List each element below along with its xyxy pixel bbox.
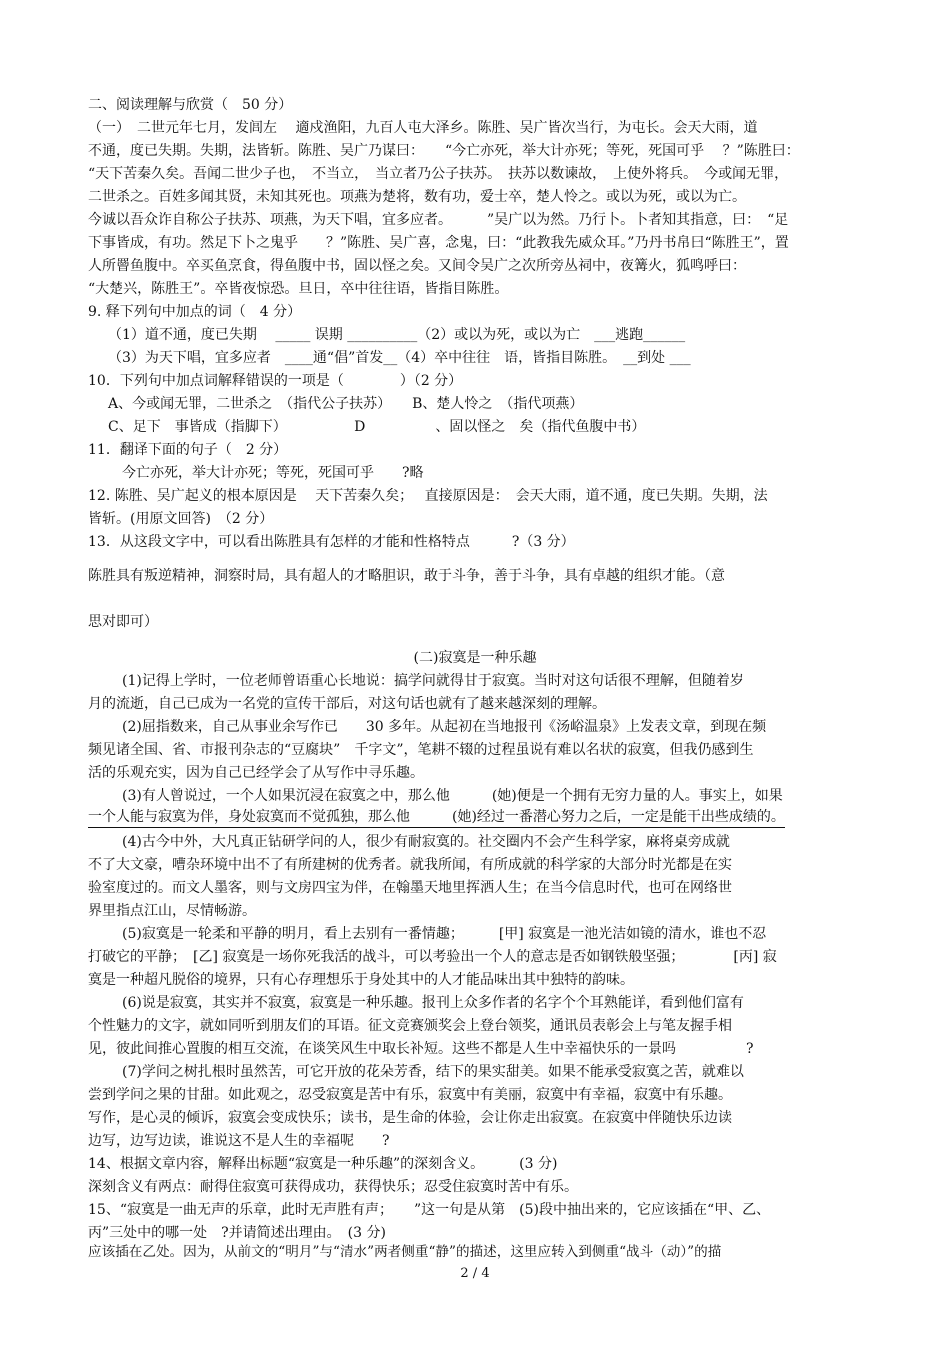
passage-line: 下事皆成，有功。然足下卜之鬼乎 ？”陈胜、吴广喜，念鬼，曰：“此教我先威众耳。”乃丹书帛曰“陈胜王”，置 <box>88 235 789 251</box>
passage-line: “大楚兴，陈胜王”。卒皆夜惊恐。旦日，卒中往往语，皆指目陈胜。 <box>88 281 509 297</box>
question-10: 10．下列句中加点词解释错误的一项是（ ）（2 分） <box>88 373 463 389</box>
option-line: C、足下 事皆成（指脚下） D 、固以怪之 矣（指代鱼腹中书） <box>108 419 646 435</box>
paragraph-line: (4)古今中外，大凡真正钻研学问的人，很少有耐寂寞的。社交圈内不会产生科学家，麻将桌旁成就 <box>122 834 730 850</box>
paragraph-line: 个性魅力的文字，就如同听到朋友们的耳语。征文竞赛颁奖会上登台领奖，通讯员表彰会上与笔友握手相 <box>88 1018 732 1034</box>
paragraph-line: 打破它的平静； [乙] 寂寞是一场你死我活的战斗，可以考验出一个人的意志是否如钢铁般坚强； [丙] 寂 <box>88 949 777 965</box>
question-11: 11．翻译下面的句子（ 2 分） <box>88 442 288 458</box>
paragraph-line: 写作，是心灵的倾诉，寂寞会变成快乐；读书，是生命的体验，会让你走出寂寞。在寂寞中伴随快乐边读 <box>88 1110 732 1126</box>
translation-line: 今亡亦死，举大计亦死；等死，死国可乎 ?略 <box>122 465 424 481</box>
answer-15: 应该插在乙处。因为，从前文的“明月”与“清水”两者侧重“静”的描述，这里应转入到侧重“战斗（动）”的描 <box>88 1244 722 1260</box>
answer-13-cont: 思对即可） <box>88 614 158 630</box>
paragraph-line: 月的流逝，自己已成为一名党的宣传干部后，对这句话也就有了越来越深刻的理解。 <box>88 696 606 712</box>
question-15-cont: 丙”三处中的哪一处 ?并请简述出理由。 (3 分) <box>88 1225 386 1241</box>
article-title: (二)寂寞是一种乐趣 <box>413 650 537 666</box>
paragraph-line: (2)屈指数来，自己从事业余写作已 30 多年。从起初在当地报刊《汤峪温泉》上发表文章，到现在频 <box>122 719 767 735</box>
paragraph-line: 频见诸全国、省、市报刊杂志的“豆腐块” 千字文”，笔耕不辍的过程虽说有难以名状的寂寞，但我仍感到生 <box>88 742 754 758</box>
option-line: A、今或闻无罪，二世杀之 （指代公子扶苏） B、楚人怜之 （指代项燕） <box>108 396 584 412</box>
question-9: 9. 释下列句中加点的词（ 4 分） <box>88 304 302 320</box>
paragraph-line: 活的乐观充实，因为自己已经学会了从写作中寻乐趣。 <box>88 765 424 781</box>
page-number: 2 / 4 <box>460 1266 490 1281</box>
question-13: 13．从这段文字中，可以看出陈胜具有怎样的才能和性格特点 ?（3 分） <box>88 534 575 550</box>
section-heading: 二、阅读理解与欣赏（ 50 分） <box>88 97 293 113</box>
passage-line: 不通，度已失期。失期，法皆斩。陈胜、吴广乃谋曰： “今亡亦死，举大计亦死；等死，死国可乎 ？”陈胜曰： <box>88 143 800 159</box>
paragraph-line: 见，彼此间推心置腹的相互交流，在谈笑风生中取长补短。这些不都是人生中幸福快乐的一景吗 ? <box>88 1041 754 1057</box>
paragraph-line: 尝到学问之果的甘甜。如此观之，忍受寂寞是苦中有乐，寂寞中有美丽，寂寞中有幸福，寂寞中有乐趣。 <box>88 1087 732 1103</box>
question-12: 12. 陈胜、吴广起义的根本原因是 天下苦秦久矣； 直接原因是： 会天大雨，道不通，度已失期。失期，法 <box>88 488 768 504</box>
passage-line: “天下苦秦久矣。吾闻二世少子也， 不当立， 当立者乃公子扶苏。 扶苏以数谏故， 上使外将兵。 今或闻无罪， <box>88 166 789 182</box>
answer-14: 深刻含义有两点：耐得住寂寞可获得成功，获得快乐；忍受住寂寞时苦中有乐。 <box>88 1179 578 1195</box>
answer-13: 陈胜具有叛逆精神，洞察时局，具有超人的才略胆识，敢于斗争，善于斗争，具有卓越的组织才能。（意 <box>88 568 725 584</box>
paragraph-line: 边写，边写边读，谁说这不是人生的幸福呢 ? <box>88 1133 390 1149</box>
paragraph-line: 寞是一种超凡脱俗的境界，只有心存理想乐于身处其中的人才能品味出其中独特的韵味。 <box>88 972 634 988</box>
passage-line: 二世杀之。百姓多闻其贤，未知其死也。项燕为楚将，数有功，爱士卒，楚人怜之。或以为死，或以为亡。 <box>88 189 746 205</box>
paragraph-line: 界里指点江山，尽情畅游。 <box>88 903 256 919</box>
paragraph-line: (7)学问之树扎根时虽然苦，可它开放的花朵芳香，结下的果实甜美。如果不能承受寂寞之苦，就难以 <box>122 1064 744 1080</box>
passage-line: 人所罾鱼腹中。卒买鱼烹食，得鱼腹中书，固以怪之矣。又间令吴广之次所旁丛祠中，夜篝火，狐鸣呼曰： <box>88 258 746 274</box>
paragraph-line: 不了大文豪，嘈杂环境中出不了有所建树的优秀者。就我所闻，有所成就的科学家的大部分时光都是在实 <box>88 857 732 873</box>
paragraph-line: (1)记得上学时，一位老师曾语重心长地说：搞学问就得甘于寂寞。当时对这句话很不理解，但随着岁 <box>122 673 744 689</box>
answer-line: （3）为天下唱，宜多应者 ____通“倡”首发__（4）卒中往往 语，皆指目陈胜。 __到处 ___ <box>108 350 691 366</box>
question-12-cont: 皆斩。(用原文回答) （2 分） <box>88 511 274 527</box>
passage-line: 今诚以吾众诈自称公子扶苏、项燕，为天下唱，宜多应者。 ”吴广以为然。乃行卜。卜者知其指意，曰： “足 <box>88 212 789 228</box>
paragraph-line: (3)有人曾说过，一个人如果沉浸在寂寞之中，那么他 (她)便是一个拥有无穷力量的人。事实上，如果 <box>122 788 783 804</box>
question-15: 15、“寂寞是一曲无声的乐章，此时无声胜有声； ”这一句是从第 (5)段中抽出来的，它应该插在“甲、乙、 <box>88 1202 771 1218</box>
passage-line: （一） 二世元年七月，发闾左 適戍渔阳，九百人屯大泽乡。陈胜、吴广皆次当行，为屯长。会天大雨，道 <box>88 120 758 136</box>
underlined-sentence: 一个人能与寂寞为伴，身处寂寞而不觉孤独，那么他 (她)经过一番潜心努力之后，一定是能干出些成绩的。 <box>88 807 785 828</box>
paragraph-line: (5)寂寞是一轮柔和平静的明月，看上去别有一番情趣； [甲] 寂寞是一池光洁如镜的清水，谁也不忍 <box>122 926 767 942</box>
paragraph-line: (6)说是寂寞，其实并不寂寞，寂寞是一种乐趣。报刊上众多作者的名字个个耳熟能详，看到他们富有 <box>122 995 744 1011</box>
question-14: 14、根据文章内容，解释出标题“寂寞是一种乐趣”的深刻含义。 (3 分) <box>88 1156 558 1172</box>
paragraph-line: 验室度过的。而文人墨客，则与文房四宝为伴，在翰墨天地里挥洒人生；在当今信息时代，也可在网络世 <box>88 880 732 896</box>
answer-line: （1）道不通，度已失期 _____ 误期 __________（2）或以为死，或以为亡 ___逃跑______ <box>108 327 686 343</box>
